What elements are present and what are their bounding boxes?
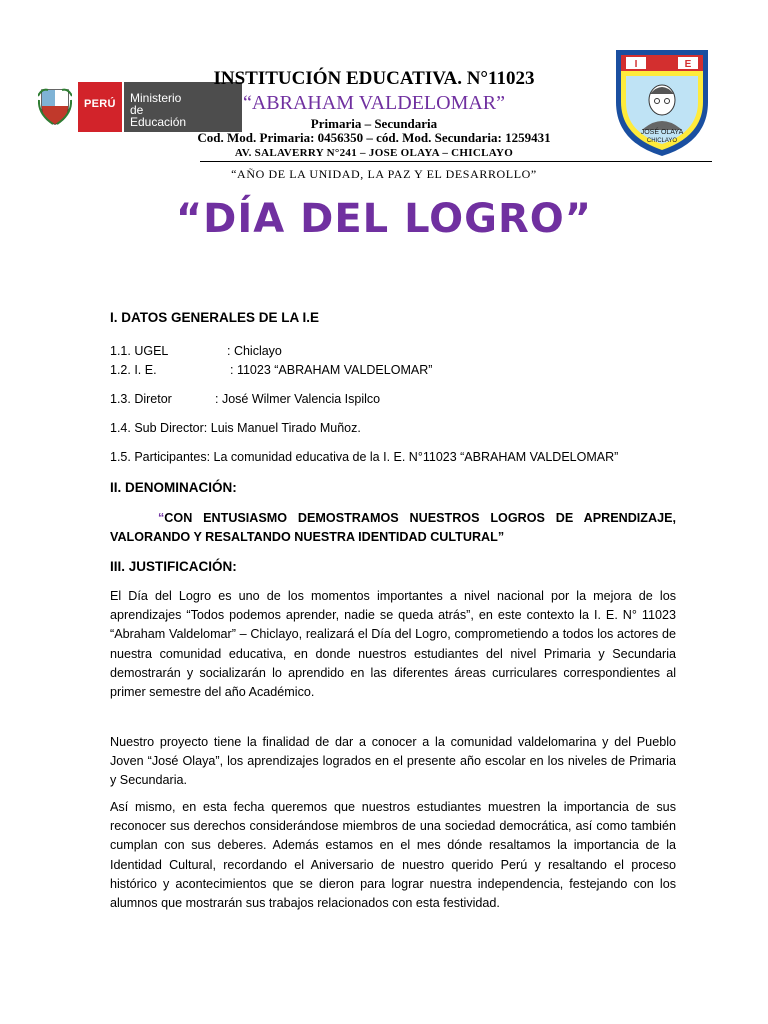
data-label: 1.4. Sub Director: (110, 421, 208, 435)
crest-place: JOSÉ OLAYA (640, 129, 684, 136)
data-value: : Chiclayo (227, 344, 282, 358)
data-label: 1.3. Diretor (110, 392, 172, 406)
justification-paragraph-2: Nuestro proyecto tiene la finalidad de dar a conocer a la comunidad valdelomarina y del Pueblo Joven “José Olaya”, los aprendizajes logrados en el presente año escolar en los niveles de Primaria y Secundaria. (110, 735, 676, 788)
section-2-heading: II. DENOMINACIÓN: (110, 480, 237, 495)
crest-letter-i: I (634, 59, 638, 70)
crest-city: CHICLAYO (646, 138, 678, 144)
data-value: Luis Manuel Tirado Muñoz. (210, 421, 361, 435)
ministry-label: Ministerio de Educación (130, 91, 187, 129)
school-address: AV. SALAVERRY N°241 – JOSE OLAYA – CHICLAYO (234, 147, 514, 159)
peru-label: PERÚ (84, 98, 116, 110)
page-title: “DÍA DEL LOGRO” (175, 196, 593, 242)
section-1-heading: I. DATOS GENERALES DE LA I.E (110, 310, 320, 325)
modular-codes: Cod. Mod. Primaria: 0456350 – cód. Mod. Secundaria: 1259431 (197, 130, 551, 145)
data-value: : 11023 “ABRAHAM VALDELOMAR” (230, 363, 433, 377)
crest-letter-e: E (684, 59, 692, 70)
institution-title: INSTITUCIÓN EDUCATIVA. N°11023 (213, 68, 535, 89)
data-row-ie (110, 361, 432, 380)
school-crest-icon (612, 46, 712, 158)
header-divider (200, 161, 712, 162)
data-row-participants (110, 448, 618, 467)
justification-paragraph-3: Así mismo, en esta fecha queremos que nuestros estudiantes muestren la importancia de sus reconocer sus derechos considerándose miembros de una sociedad democrática, así como también cumplan con sus deberes. Además estamos en el mes dónde resaltamos la importancia de la Identidad Cultural, recordando el Aniversario de nuestro querido Perú y resaltando el proceso histórico y acontecimientos que se dieron para lograr nuestra independencia, festejando con los alumnos que mostrarán sus trabajos relacionados con esta festividad. (110, 800, 676, 911)
justification-paragraph-1: El Día del Logro es uno de los momentos importantes a nivel nacional por la mejora de los aprendizajes “Todos podemos aprender, nadie se queda atrás”, en este contexto la I. E. N° 11023 “Abraham Valdelomar” – Chiclayo, realizará el Día del Logro, comprometiendo a todos los actores de nuestra comunidad educativa, en donde nuestros estudiantes del nivel Primaria y Secundaria demostrarán y socializarán lo aprendido en las diferentes áreas curriculares correspondientes al primer semestre del año Académico. (110, 589, 676, 700)
data-value: : José Wilmer Valencia Ispilco (215, 392, 381, 406)
school-name: “ABRAHAM VALDELOMAR” (242, 92, 506, 114)
data-label: 1.2. I. E. (110, 363, 157, 377)
data-value: La comunidad educativa de la I. E. N°11023 “ABRAHAM VALDELOMAR” (213, 450, 619, 464)
denomination-text (110, 509, 676, 547)
year-motto: “AÑO DE LA UNIDAD, LA PAZ Y EL DESARROLLO” (231, 167, 537, 181)
data-row-ugel (110, 342, 282, 361)
data-label: 1.1. UGEL (110, 344, 169, 358)
denomination-open-quote: “ (158, 511, 165, 525)
data-label: 1.5. Participantes: (110, 450, 211, 464)
data-row-director (110, 390, 380, 409)
denomination-body: CON ENTUSIASMO DEMOSTRAMOS NUESTROS LOGROS DE APRENDIZAJE, VALORANDO Y RESALTANDO NUESTRA IDENTIDAD CULTURAL” (110, 511, 676, 545)
section-3-heading: III. JUSTIFICACIÓN: (110, 559, 237, 574)
school-levels: Primaria – Secundaria (310, 116, 438, 131)
data-row-subdirector (110, 419, 361, 438)
